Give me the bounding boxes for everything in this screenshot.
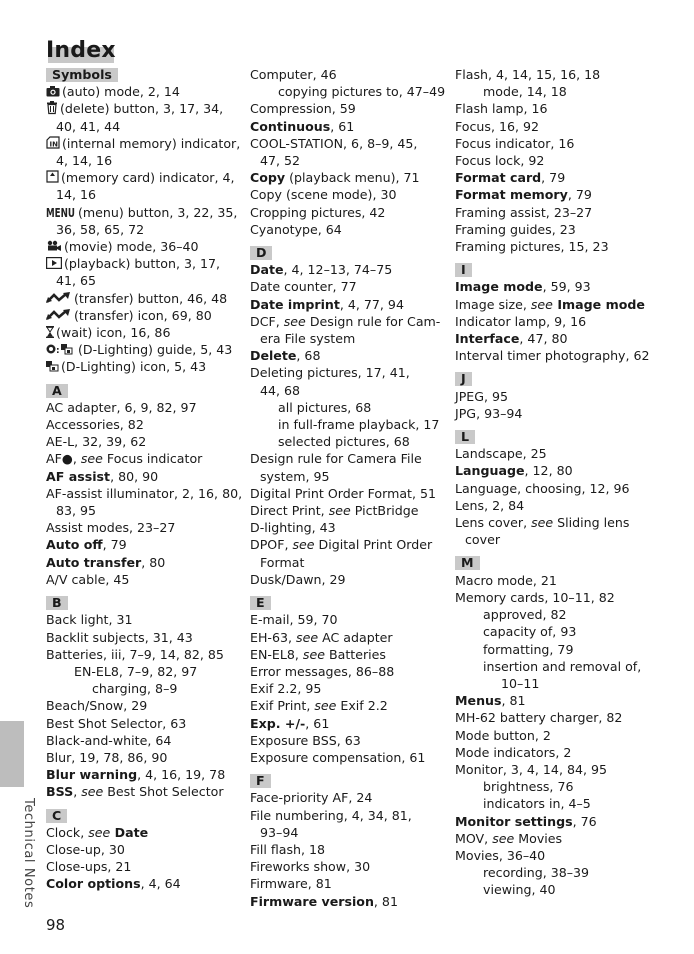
section-header-f: F bbox=[250, 774, 271, 788]
index-entry: File numbering, 4, 34, 81, bbox=[250, 807, 412, 823]
index-entry: cover bbox=[465, 532, 501, 548]
index-entry: (D-Lighting) icon, 5, 43 bbox=[46, 358, 238, 375]
index-entry: (playback) button, 3, 17, bbox=[46, 255, 238, 272]
side-section-label: Technical Notes bbox=[21, 798, 36, 909]
index-entry: 41, 65 bbox=[56, 273, 97, 289]
index-entry: IN (internal memory) indicator, bbox=[46, 135, 238, 152]
index-entry: viewing, 40 bbox=[483, 882, 556, 898]
index-entry: copying pictures to, 47–49 bbox=[278, 84, 446, 100]
section-header-a: A bbox=[46, 384, 68, 398]
index-entry: MOV, see Movies bbox=[455, 830, 563, 846]
index-entry: Firmware version, 81 bbox=[250, 893, 398, 909]
index-entry: : (D-Lighting) guide, 5, 43 bbox=[46, 341, 238, 358]
section-header-symbols: Symbols bbox=[46, 68, 118, 82]
section-header-m: M bbox=[455, 556, 480, 570]
index-entry: 4, 14, 16 bbox=[56, 153, 113, 169]
index-entry: Close-ups, 21 bbox=[46, 859, 132, 875]
index-entry: recording, 38–39 bbox=[483, 865, 590, 881]
index-entry: charging, 8–9 bbox=[92, 681, 178, 697]
index-entry: Lens cover, see Sliding lens bbox=[455, 515, 630, 531]
hourglass-icon bbox=[46, 326, 54, 338]
index-entry: Format card, 79 bbox=[455, 170, 566, 186]
index-entry: 40, 41, 44 bbox=[56, 118, 121, 134]
index-entry: (delete) button, 3, 17, 34, bbox=[46, 100, 238, 117]
index-entry: Firmware, 81 bbox=[250, 876, 332, 892]
index-entry: Auto off, 79 bbox=[46, 537, 127, 553]
index-entry: Best Shot Selector, 63 bbox=[46, 715, 187, 731]
index-entry: 36, 58, 65, 72 bbox=[56, 221, 145, 237]
index-entry: AF●, see Focus indicator bbox=[46, 451, 203, 467]
index-entry: insertion and removal of, bbox=[483, 658, 642, 674]
index-entry: Exif Print, see Exif 2.2 bbox=[250, 698, 388, 714]
index-entry: Image mode, 59, 93 bbox=[455, 279, 591, 295]
index-entry: Assist modes, 23–27 bbox=[46, 520, 176, 536]
index-entry: all pictures, 68 bbox=[278, 399, 372, 415]
index-entry: COOL-STATION, 6, 8–9, 45, bbox=[250, 135, 418, 151]
index-entry: Framing pictures, 15, 23 bbox=[455, 239, 609, 255]
movie-icon bbox=[46, 240, 62, 252]
index-entry: Flash, 4, 14, 15, 16, 18 bbox=[455, 67, 601, 82]
trash-icon bbox=[46, 101, 58, 114]
index-entry: Focus lock, 92 bbox=[455, 153, 545, 169]
index-entry: Direct Print, see PictBridge bbox=[250, 503, 419, 519]
transfer-icon bbox=[46, 309, 72, 321]
index-entry: era File system bbox=[260, 331, 356, 347]
index-entry: Date counter, 77 bbox=[250, 279, 357, 295]
index-entry: Framing guides, 23 bbox=[455, 221, 576, 237]
index-entry: Focus indicator, 16 bbox=[455, 135, 575, 151]
index-entry: selected pictures, 68 bbox=[278, 434, 410, 450]
index-entry: Indicator lamp, 9, 16 bbox=[455, 313, 587, 329]
index-entry: 47, 52 bbox=[260, 153, 301, 169]
index-entry: Backlit subjects, 31, 43 bbox=[46, 629, 193, 645]
index-entry: Exposure compensation, 61 bbox=[250, 749, 426, 765]
index-entry: Framing assist, 23–27 bbox=[455, 204, 593, 220]
d-lighting-icon bbox=[46, 343, 76, 355]
index-entry: Monitor, 3, 4, 14, 84, 95 bbox=[455, 761, 608, 777]
index-entry: system, 95 bbox=[260, 468, 330, 484]
index-entry: Lens, 2, 84 bbox=[455, 497, 525, 513]
camera-icon bbox=[46, 85, 60, 97]
index-entry: Computer, 46 bbox=[250, 67, 337, 82]
index-column-3 bbox=[455, 66, 655, 899]
menu-icon bbox=[46, 206, 76, 218]
index-entry: Date, 4, 12–13, 74–75 bbox=[250, 262, 393, 278]
svg-text::: : bbox=[56, 346, 60, 357]
index-entry: Design rule for Camera File bbox=[250, 451, 422, 467]
section-header-l: L bbox=[455, 430, 475, 444]
index-column-1 bbox=[46, 66, 243, 893]
index-entry: 93–94 bbox=[260, 824, 299, 840]
index-entry: mode, 14, 18 bbox=[483, 84, 567, 100]
index-entry: Color options, 4, 64 bbox=[46, 876, 181, 892]
index-entry: Clock, see Date bbox=[46, 824, 149, 840]
index-entry: Landscape, 25 bbox=[455, 446, 547, 462]
index-entry: 83, 95 bbox=[56, 503, 97, 519]
index-entry: Digital Print Order Format, 51 bbox=[250, 485, 437, 501]
index-entry: (wait) icon, 16, 86 bbox=[46, 324, 238, 341]
index-entry: Date imprint, 4, 77, 94 bbox=[250, 296, 404, 312]
index-entry: Flash lamp, 16 bbox=[455, 101, 548, 117]
svg-text:IN: IN bbox=[49, 140, 58, 149]
index-entry: EN-EL8, 7–9, 82, 97 bbox=[74, 663, 198, 679]
index-entry: formatting, 79 bbox=[483, 641, 574, 657]
index-entry: (auto) mode, 2, 14 bbox=[46, 83, 238, 100]
index-entry: Format memory, 79 bbox=[455, 187, 592, 203]
index-entry: A/V cable, 45 bbox=[46, 571, 130, 587]
index-entry: Batteries, iii, 7–9, 14, 82, 85 bbox=[46, 646, 224, 662]
section-header-d: D bbox=[250, 246, 272, 260]
index-entry: Exp. +/-, 61 bbox=[250, 715, 330, 731]
index-entry: E-mail, 59, 70 bbox=[250, 612, 338, 628]
section-tab bbox=[0, 721, 24, 787]
internal-memory-icon bbox=[46, 136, 60, 149]
index-entry: (movie) mode, 36–40 bbox=[46, 238, 238, 255]
playback-icon bbox=[46, 257, 62, 269]
index-entry: Language, choosing, 12, 96 bbox=[455, 480, 630, 496]
index-entry: Menus, 81 bbox=[455, 693, 526, 709]
index-entry: brightness, 76 bbox=[483, 779, 574, 795]
index-entry: Exif 2.2, 95 bbox=[250, 681, 322, 697]
index-entry: MH-62 battery charger, 82 bbox=[455, 710, 623, 726]
index-entry: 14, 16 bbox=[56, 187, 97, 203]
index-entry: Copy (scene mode), 30 bbox=[250, 187, 397, 203]
index-entry: Image size, see Image mode bbox=[455, 296, 645, 312]
index-title: Index bbox=[46, 38, 116, 63]
page-number: 98 bbox=[46, 916, 66, 934]
index-entry: 10–11 bbox=[501, 675, 540, 691]
index-entry: Close-up, 30 bbox=[46, 841, 125, 857]
index-entry: Interval timer photography, 62 bbox=[455, 348, 650, 364]
index-entry: Mode button, 2 bbox=[455, 727, 551, 743]
index-entry: Exposure BSS, 63 bbox=[250, 732, 361, 748]
section-header-j: J bbox=[455, 372, 472, 386]
index-entry: Cyanotype, 64 bbox=[250, 221, 342, 237]
index-entry: AF assist, 80, 90 bbox=[46, 468, 159, 484]
index-entry: EN-EL8, see Batteries bbox=[250, 646, 386, 662]
index-entry: Beach/Snow, 29 bbox=[46, 698, 148, 714]
index-column-2 bbox=[250, 66, 446, 910]
index-entry: Fill flash, 18 bbox=[250, 841, 326, 857]
index-entry: Fireworks show, 30 bbox=[250, 859, 371, 875]
svg-text:MENU: MENU bbox=[46, 205, 75, 220]
index-entry: Mode indicators, 2 bbox=[455, 744, 572, 760]
index-entry: Delete, 68 bbox=[250, 348, 321, 364]
index-entry: Deleting pictures, 17, 41, bbox=[250, 365, 410, 381]
section-header-i: I bbox=[455, 263, 472, 277]
index-entry: Movies, 36–40 bbox=[455, 847, 546, 863]
index-entry: Compression, 59 bbox=[250, 101, 356, 117]
index-entry: 44, 68 bbox=[260, 382, 301, 398]
index-entry: D-lighting, 43 bbox=[250, 520, 336, 536]
index-entry: in full-frame playback, 17 bbox=[278, 417, 440, 433]
index-entry: AC adapter, 6, 9, 82, 97 bbox=[46, 399, 197, 415]
index-entry: Black-and-white, 64 bbox=[46, 732, 172, 748]
transfer-icon bbox=[46, 292, 72, 304]
index-entry: approved, 82 bbox=[483, 607, 567, 623]
index-entry: Dusk/Dawn, 29 bbox=[250, 571, 346, 587]
index-entry: MENU (menu) button, 3, 22, 35, bbox=[46, 204, 238, 220]
index-entry: Blur warning, 4, 16, 19, 78 bbox=[46, 767, 226, 783]
index-entry: JPEG, 95 bbox=[455, 388, 509, 404]
section-header-b: B bbox=[46, 596, 68, 610]
index-entry: (memory card) indicator, 4, bbox=[46, 169, 238, 186]
section-header-c: C bbox=[46, 809, 67, 823]
index-entry: (transfer) icon, 69, 80 bbox=[46, 307, 238, 324]
index-entry: Auto transfer, 80 bbox=[46, 554, 166, 570]
index-entry: Back light, 31 bbox=[46, 612, 133, 628]
index-entry: JPG, 93–94 bbox=[455, 405, 523, 421]
index-entry: DPOF, see Digital Print Order bbox=[250, 537, 433, 553]
index-entry: Focus, 16, 92 bbox=[455, 118, 540, 134]
index-entry: Memory cards, 10–11, 82 bbox=[455, 589, 615, 605]
index-entry: Copy (playback menu), 71 bbox=[250, 170, 420, 186]
index-entry: EH-63, see AC adapter bbox=[250, 629, 393, 645]
index-entry: AF-assist illuminator, 2, 16, 80, bbox=[46, 485, 243, 501]
index-entry: DCF, see Design rule for Cam- bbox=[250, 313, 441, 329]
index-entry: Accessories, 82 bbox=[46, 417, 144, 433]
index-entry: BSS, see Best Shot Selector bbox=[46, 784, 224, 800]
index-entry: (transfer) button, 46, 48 bbox=[46, 290, 238, 307]
index-entry: Error messages, 86–88 bbox=[250, 663, 395, 679]
index-entry: AE-L, 32, 39, 62 bbox=[46, 434, 147, 450]
index-entry: Face-priority AF, 24 bbox=[250, 790, 373, 806]
index-entry: Blur, 19, 78, 86, 90 bbox=[46, 749, 168, 765]
index-entry: Cropping pictures, 42 bbox=[250, 204, 386, 220]
index-entry: Monitor settings, 76 bbox=[455, 813, 597, 829]
index-entry: Interface, 47, 80 bbox=[455, 331, 568, 347]
index-entry: Format bbox=[260, 554, 305, 570]
index-entry: Continuous, 61 bbox=[250, 118, 355, 134]
index-entry: capacity of, 93 bbox=[483, 624, 577, 640]
memory-card-icon bbox=[46, 170, 59, 183]
index-entry: Language, 12, 80 bbox=[455, 463, 573, 479]
section-header-e: E bbox=[250, 596, 271, 610]
index-entry: indicators in, 4–5 bbox=[483, 796, 591, 812]
index-entry: Macro mode, 21 bbox=[455, 572, 557, 588]
d-lighting-icon bbox=[46, 360, 59, 372]
